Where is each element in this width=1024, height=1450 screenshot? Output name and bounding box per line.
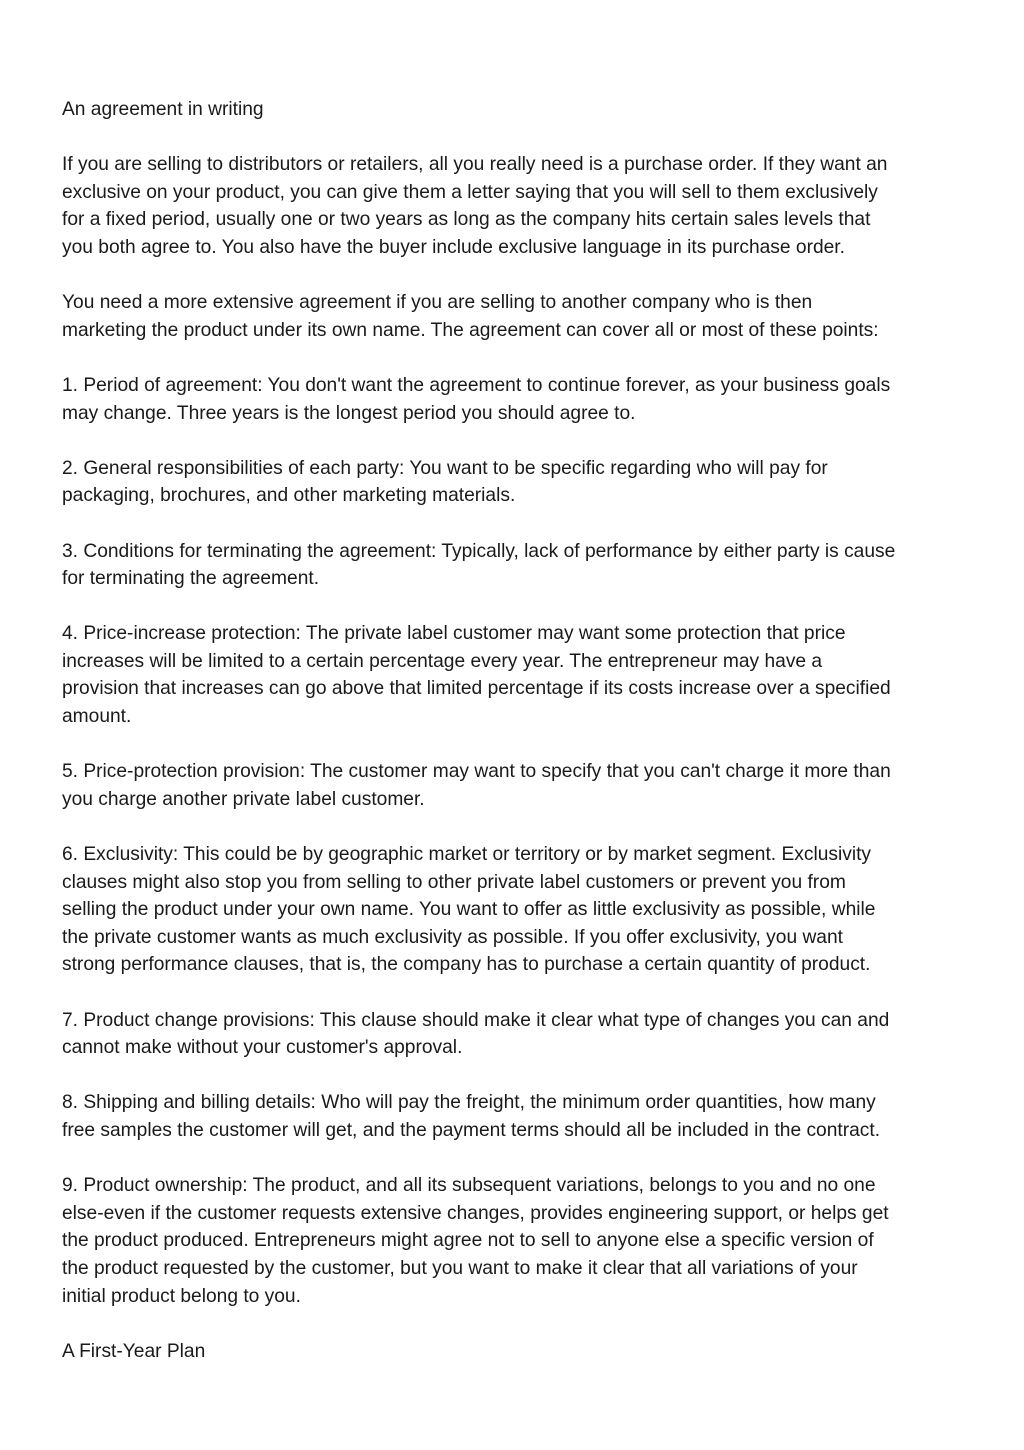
intro-line: for a fixed period, usually one or two years as long as the company hits certain sales levels that <box>62 209 871 231</box>
point-line: 9. Product ownership: The product, and all its subsequent variations, belongs to you and no one <box>62 1175 876 1197</box>
point-price-protection-provision <box>62 758 967 813</box>
lead-paragraph <box>62 289 967 344</box>
point-line: 8. Shipping and billing details: Who will pay the freight, the minimum order quantities, how many <box>62 1092 876 1114</box>
point-line: strong performance clauses, that is, the company has to purchase a certain quantity of product. <box>62 954 871 976</box>
point-line: else-even if the customer requests extensive changes, provides engineering support, or helps get <box>62 1202 889 1224</box>
point-period-of-agreement <box>62 372 967 427</box>
point-terminating-conditions <box>62 538 967 593</box>
point-general-responsibilities <box>62 455 967 510</box>
point-shipping-billing <box>62 1089 967 1144</box>
point-line: 5. Price-protection provision: The customer may want to specify that you can't charge it more than <box>62 761 891 783</box>
intro-line: you both agree to. You also have the buyer include exclusive language in its purchase order. <box>62 236 845 258</box>
section-heading <box>62 96 967 124</box>
point-line: increases will be limited to a certain percentage every year. The entrepreneur may have a <box>62 650 823 672</box>
point-line: free samples the customer will get, and the payment terms should all be included in the contract. <box>62 1119 881 1141</box>
point-line: 4. Price-increase protection: The private label customer may want some protection that price <box>62 623 846 645</box>
point-line: 2. General responsibilities of each party: You want to be specific regarding who will pay for <box>62 457 828 479</box>
point-product-ownership <box>62 1172 967 1310</box>
lead-line: marketing the product under its own name. The agreement can cover all or most of these points: <box>62 319 879 341</box>
point-line: you charge another private label customer. <box>62 788 425 810</box>
point-exclusivity <box>62 841 967 979</box>
point-line: the private customer wants as much exclusivity as possible. If you offer exclusivity, you want <box>62 926 843 948</box>
point-line: amount. <box>62 706 132 728</box>
point-line: 6. Exclusivity: This could be by geographic market or territory or by market segment. Exclusivity <box>62 844 872 866</box>
point-line: the product produced. Entrepreneurs might agree not to sell to anyone else a specific version of <box>62 1230 874 1252</box>
point-line: 7. Product change provisions: This clause should make it clear what type of changes you can and <box>62 1009 890 1031</box>
point-line: initial product belong to you. <box>62 1285 301 1307</box>
intro-line: exclusive on your product, you can give them a letter saying that you will sell to them exclusively <box>62 181 878 203</box>
point-line: 1. Period of agreement: You don't want the agreement to continue forever, as your business goals <box>62 374 891 396</box>
point-line: packaging, brochures, and other marketing materials. <box>62 485 516 507</box>
point-line: cannot make without your customer's approval. <box>62 1037 463 1059</box>
point-line: the product requested by the customer, but you want to make it clear that all variations of your <box>62 1257 858 1279</box>
point-price-increase-protection <box>62 620 967 730</box>
document-page <box>62 96 967 1365</box>
point-line: selling the product under your own name. You want to offer as little exclusivity as possible, while <box>62 899 876 921</box>
point-line: for terminating the agreement. <box>62 568 320 590</box>
heading-text: An agreement in writing <box>62 99 264 120</box>
heading-text: A First-Year Plan <box>62 1340 206 1362</box>
next-section-heading <box>62 1338 967 1366</box>
point-line: 3. Conditions for terminating the agreement: Typically, lack of performance by either party is cause <box>62 540 896 562</box>
point-line: clauses might also stop you from selling to other private label customers or prevent you from <box>62 871 846 893</box>
lead-line: You need a more extensive agreement if you are selling to another company who is then <box>62 292 813 314</box>
intro-line: If you are selling to distributors or retailers, all you really need is a purchase order. If they want an <box>62 154 888 176</box>
point-line: may change. Three years is the longest period you should agree to. <box>62 402 636 424</box>
intro-paragraph <box>62 151 967 261</box>
point-product-change-provisions <box>62 1007 967 1062</box>
point-line: provision that increases can go above that limited percentage if its costs increase over a specified <box>62 678 891 700</box>
